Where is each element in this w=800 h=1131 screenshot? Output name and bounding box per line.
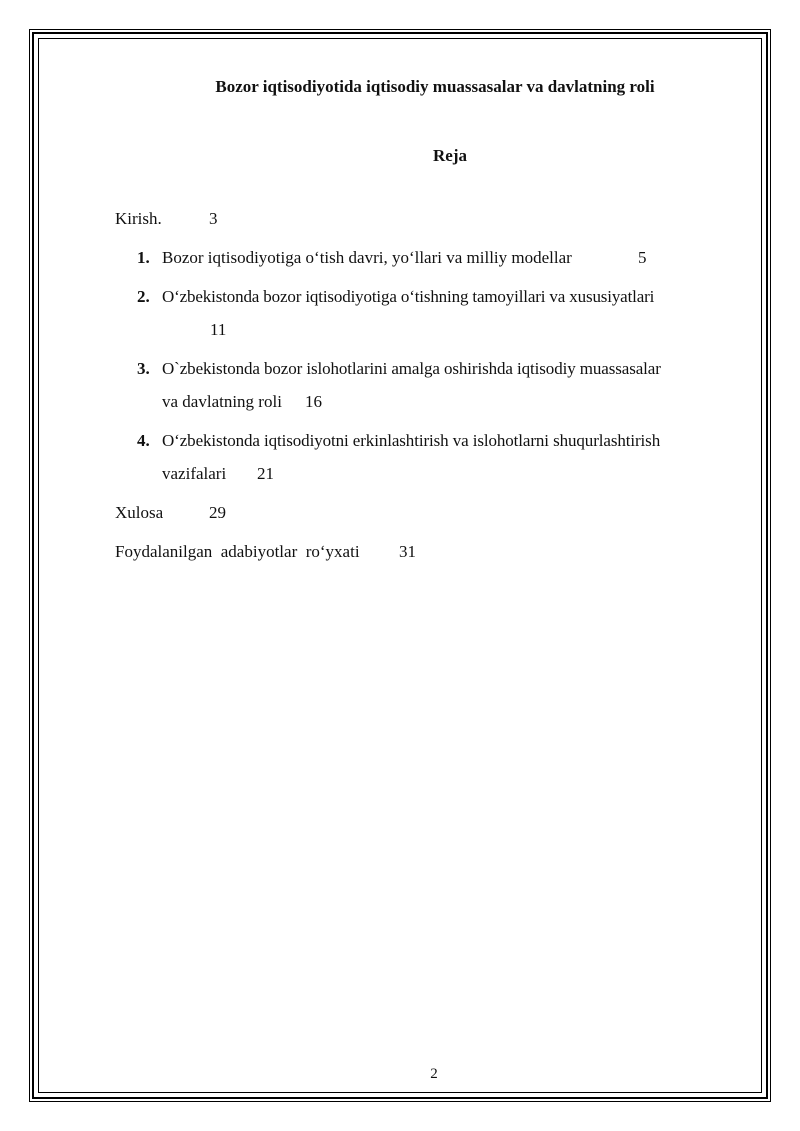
toc-conclusion-page: 29: [209, 503, 226, 522]
toc-intro-page: 3: [209, 209, 218, 228]
toc-intro-label: Kirish.: [115, 209, 162, 228]
toc-references-page: 31: [399, 542, 416, 561]
toc-item-3-text-line1: O`zbekistonda bozor islohotlarini amalga oshirishda iqtisodiy muassasalar: [162, 359, 661, 378]
toc-item-3-number: 3.: [137, 359, 150, 378]
document-title: Bozor iqtisodiyotida iqtisodiy muassasalar va davlatning roli: [215, 77, 655, 96]
page-border: [32, 32, 768, 1099]
toc-item-1-text: Bozor iqtisodiyotiga o‘tish davri, yo‘llari va milliy modellar: [162, 248, 572, 267]
toc-item-1-page: 5: [638, 248, 647, 267]
toc-item-4-number: 4.: [137, 431, 150, 450]
toc-item-2-text: O‘zbekistonda bozor iqtisodiyotiga o‘tishning tamoyillari va xususiyatlari: [162, 287, 655, 306]
toc-conclusion-label: Xulosa: [115, 503, 164, 522]
toc-item-2-number: 2.: [137, 287, 150, 306]
plan-heading: Reja: [433, 146, 467, 165]
page-border-inner: [38, 38, 762, 1093]
toc-item-1-number: 1.: [137, 248, 150, 267]
toc-item-4-text-line1: O‘zbekistonda iqtisodiyotni erkinlashtirish va islohotlarni shuqurlashtirish: [162, 431, 661, 450]
toc-item-3-page: 16: [305, 392, 322, 411]
toc-item-3-text-line2: va davlatning roli: [162, 392, 282, 411]
toc-item-4-text-line2: vazifalari: [162, 464, 227, 483]
toc-references-label: Foydalanilgan adabiyotlar ro‘yxati: [115, 542, 360, 561]
toc-item-4-page: 21: [257, 464, 274, 483]
toc-item-2-page: 11: [210, 320, 227, 339]
page-number: 2: [430, 1066, 438, 1082]
